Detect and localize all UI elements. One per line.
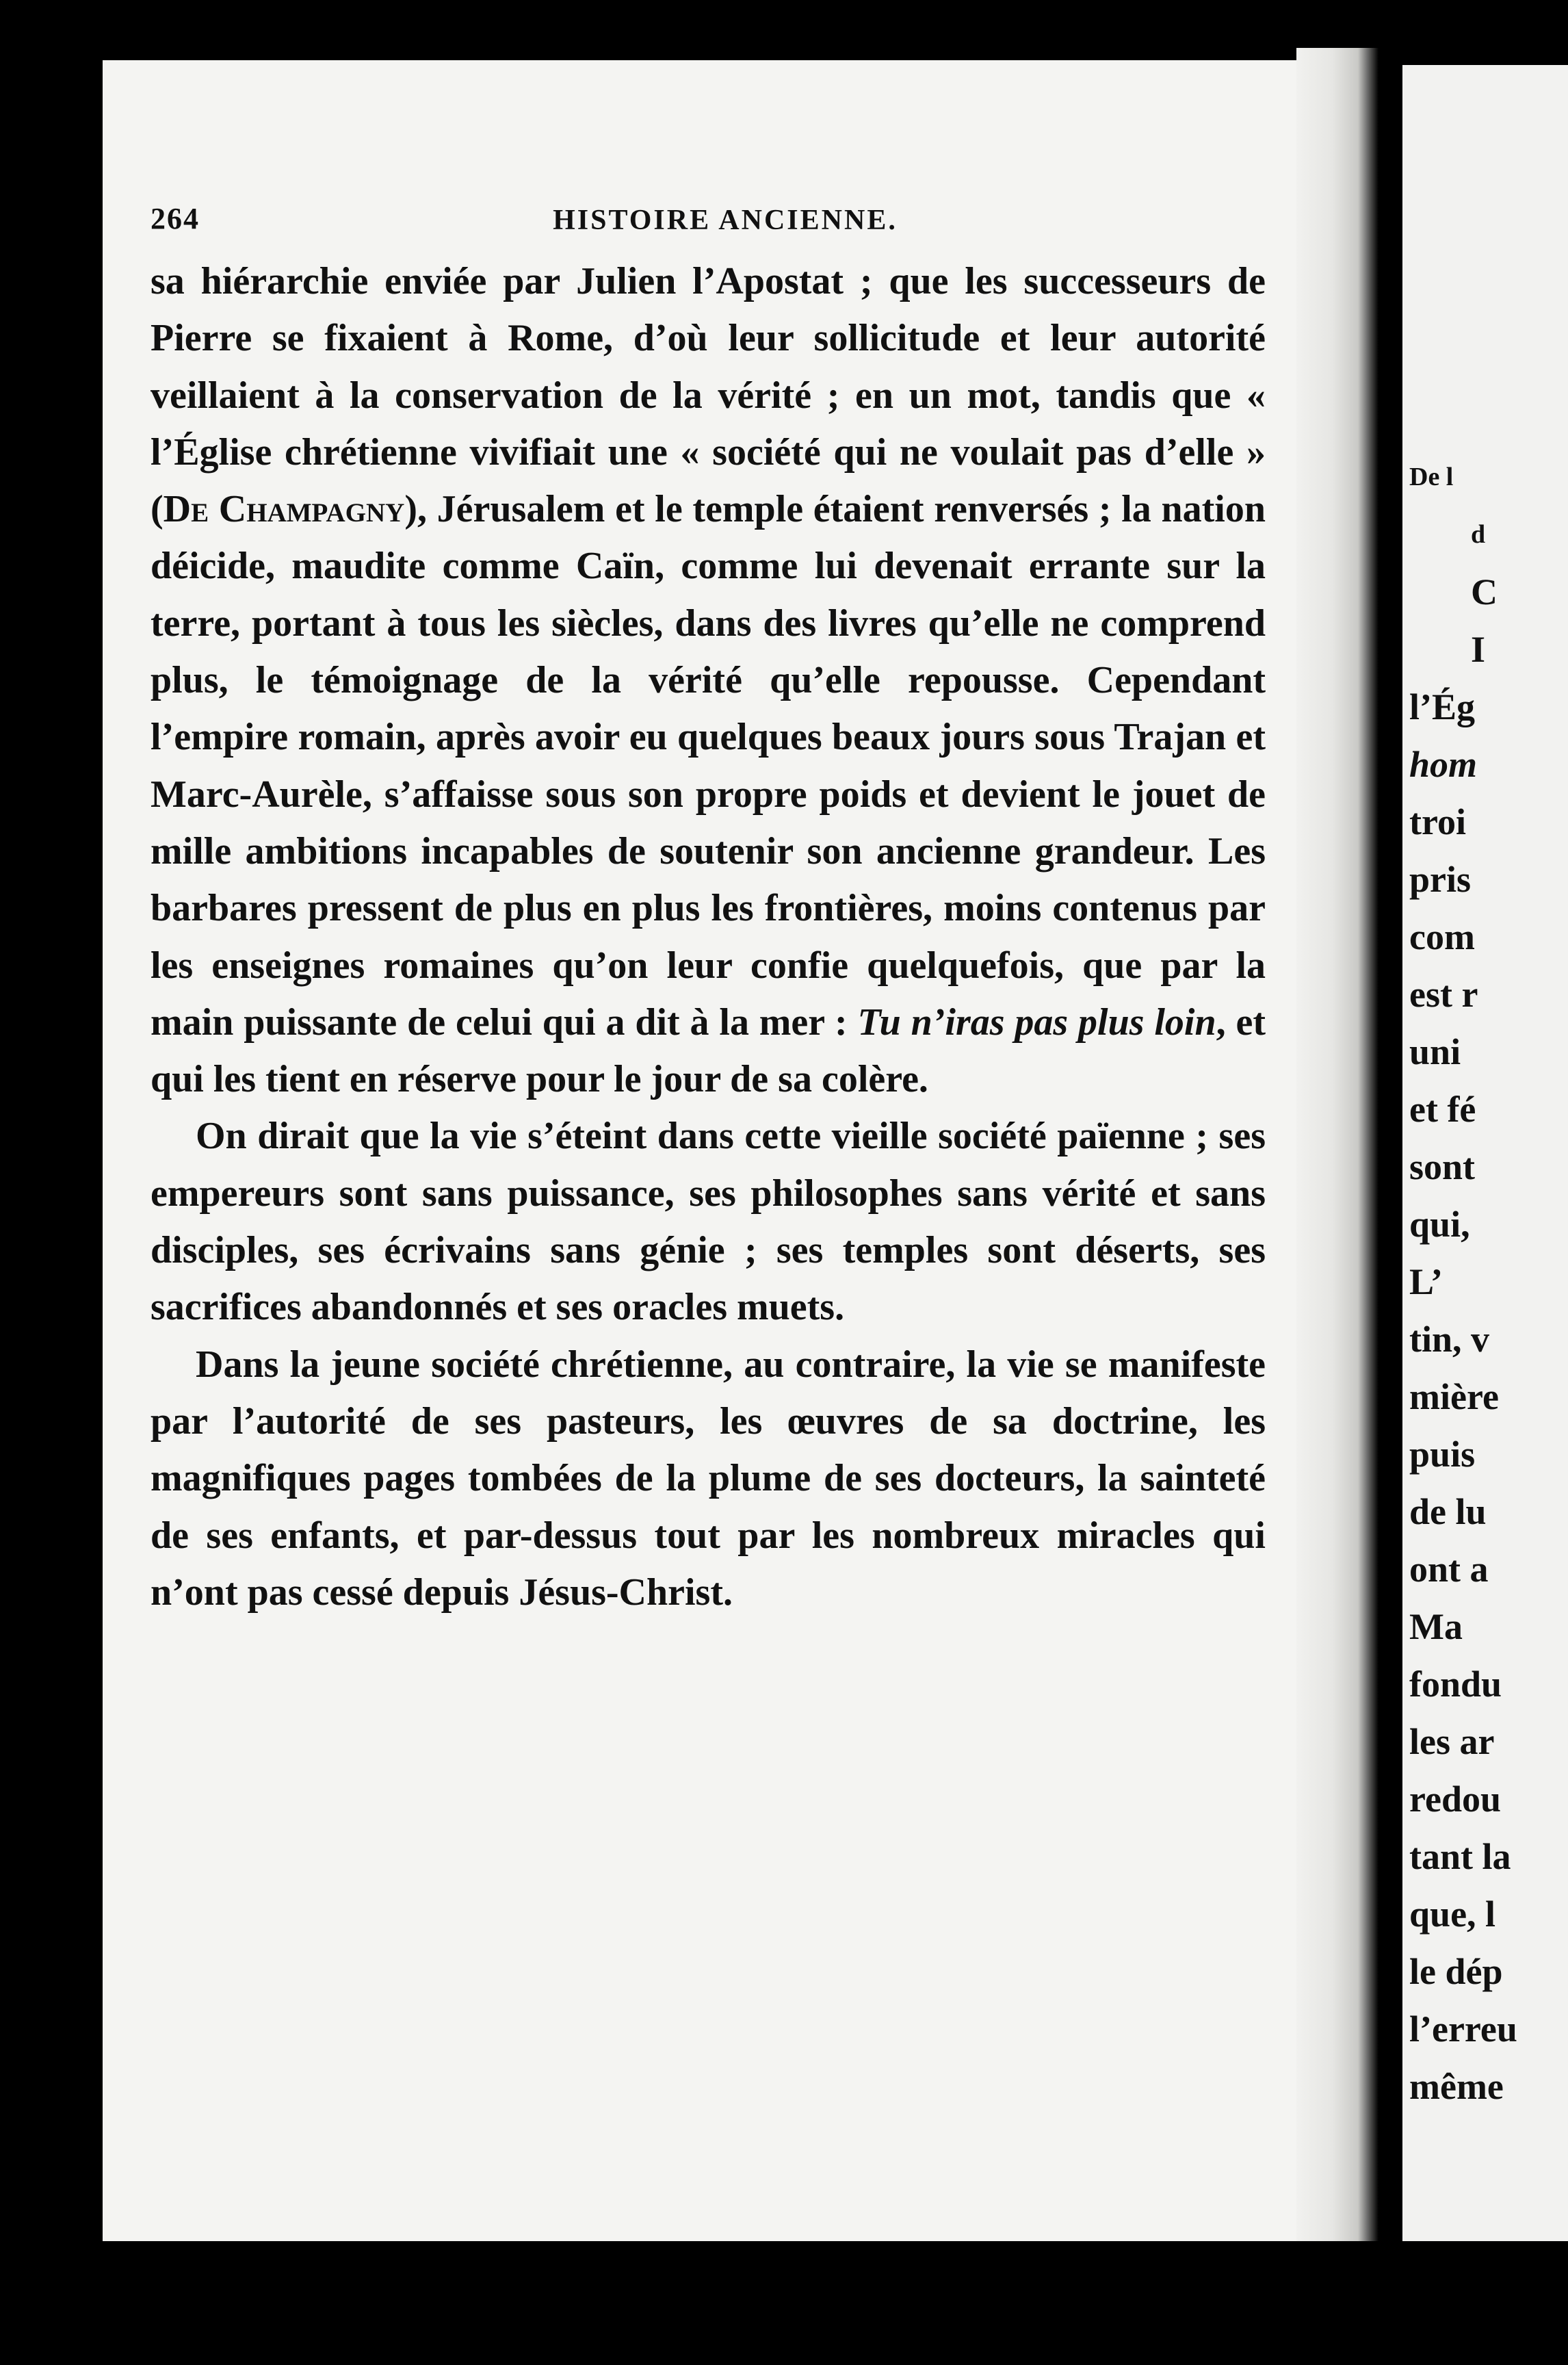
facing-line: puis [1409, 1434, 1476, 1475]
paragraph-1 [151, 253, 1266, 1108]
citation-author: De Champagny [163, 488, 405, 531]
facing-page-text [1409, 448, 1517, 2115]
paragraph-1-part-c: , et qui les tient en réserve pour le jour de sa colère. [151, 1000, 1266, 1101]
facing-line: l’Ég [1409, 686, 1476, 727]
paragraph-3: Dans la jeune société chrétienne, au contraire, la vie se manifeste par l’autorité de ses pasteurs, les œuvres de sa doctrine, les magnifiques pages tombées de la plume de ses docteurs, la sainteté de ses enfants, et par-dessus tout par les nombreux miracles qui n’ont pas cessé depuis Jésus-Christ. [151, 1343, 1266, 1614]
facing-line: C [1471, 571, 1498, 612]
facing-line: de lu [1409, 1491, 1487, 1532]
facing-line: ont a [1409, 1549, 1489, 1590]
book-gutter [1296, 48, 1399, 2272]
facing-line: que, l [1409, 1894, 1496, 1935]
facing-page [1402, 65, 1568, 2241]
facing-line: tin, v [1409, 1319, 1490, 1360]
paragraph-1-part-a: sa hiérarchie enviée par Julien l’Apostat ; que les successeurs de Pierre se fixaient à Rome, d’où leur sollicitude et leur autorité veillaient à la conservation de la vérité ; en un mot, tandis que « l’Église chrétienne vivifiait une « société qui ne voulait pas d’elle » ( [151, 260, 1266, 531]
scan-border [0, 2241, 1568, 2365]
page-number: 264 [151, 202, 200, 235]
facing-line: est r [1409, 974, 1478, 1015]
facing-line: fondu [1409, 1664, 1502, 1705]
facing-line: même [1409, 2066, 1504, 2107]
paragraph-2: On dirait que la vie s’éteint dans cette vieille société païenne ; ses empereurs sont sans puissance, ses philosophes sans vérité et sans disciples, ses écrivains sans génie ; ses temples sont déserts, ses sacrifices abandonnés et ses oracles muets. [151, 1115, 1266, 1329]
facing-line: I [1471, 629, 1486, 670]
facing-line: tant la [1409, 1836, 1511, 1877]
body-text [151, 253, 1266, 1621]
facing-line: hom [1409, 744, 1478, 785]
facing-line: com [1409, 916, 1475, 957]
facing-line: l’erreu [1409, 2008, 1517, 2050]
facing-line: les ar [1409, 1721, 1495, 1762]
facing-line: pris [1409, 859, 1472, 900]
facing-line: le dép [1409, 1951, 1503, 1992]
italic-quote: Tu n’iras pas plus loin [857, 1000, 1216, 1044]
facing-line: redou [1409, 1779, 1502, 1820]
page-header [151, 201, 1218, 242]
facing-line: et fé [1409, 1089, 1476, 1130]
facing-line: De l [1409, 463, 1454, 491]
running-title: HISTOIRE ANCIENNE. [553, 205, 898, 236]
facing-line: d [1471, 520, 1486, 549]
facing-line: sont [1409, 1146, 1476, 1187]
facing-line: Ma [1409, 1606, 1463, 1647]
facing-line: uni [1409, 1031, 1461, 1072]
facing-line: qui, [1409, 1204, 1470, 1245]
paragraph-1-part-b: ), Jérusalem et le temple étaient renversés ; la nation déicide, maudite comme Caïn, comme lui devenait errante sur la terre, portant à tous les siècles, dans des livres qu’elle ne comprend plus, le témoignage de la vérité qu’elle repousse. Cependant l’empire romain, après avoir eu quelques beaux jours sous Trajan et Marc-Aurèle, s’affaisse sous son propre poids et devient le jouet de mille ambitions incapables de soutenir son ancienne grandeur. Les barbares pressent de plus en plus les frontières, moins contenus par les enseignes romaines qu’on leur confie quelquefois, que par la main puissante de celui qui a dit à la mer : [151, 488, 1266, 1044]
facing-line: troi [1409, 801, 1466, 842]
facing-line: mière [1409, 1376, 1499, 1417]
facing-line: L’ [1409, 1261, 1443, 1302]
